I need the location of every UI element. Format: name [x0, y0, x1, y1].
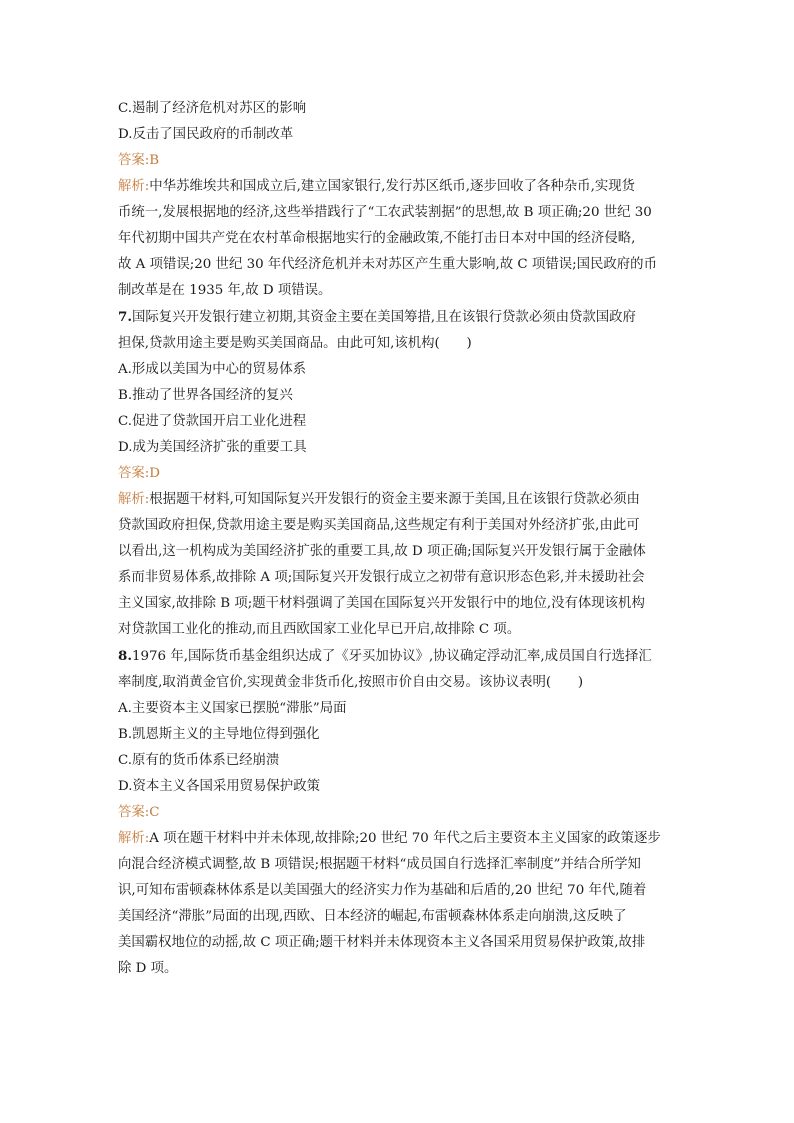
option: A.主要资本主义国家已摆脱“滞胀”局面 — [118, 701, 347, 716]
option: C.原有的货币体系已经崩溃 — [118, 753, 280, 768]
analysis-line: 除 D 项。 — [118, 961, 178, 976]
analysis-line: 向混合经济模式调整,故 B 项错误;根据题干材料“成员国自行选择汇率制度”并结合所学知 — [118, 857, 641, 872]
analysis-line: 贷款国政府担保,贷款用途主要是购买美国商品,这些规定有利于美国对外经济扩张,由此可 — [118, 518, 640, 533]
analysis-line: 美国霸权地位的动摇,故 C 项正确;题干材料并未体现资本主义各国采用贸易保护政策,故排 — [118, 935, 646, 950]
option: C.促进了贷款国开启工业化进程 — [118, 414, 307, 429]
analysis-line: 故 A 项错误;20 世纪 30 年代经济危机并未对苏区产生重大影响,故 C 项错误;国民政府的币 — [118, 257, 657, 272]
question-number: 7. — [118, 309, 132, 325]
analysis-line: 对贷款国工业化的推动,而且西欧国家工业化早已开启,故排除 C 项。 — [118, 622, 521, 637]
option: B.凯恩斯主义的主导地位得到强化 — [118, 727, 320, 742]
analysis-line: 美国经济“滞胀”局面的出现,西欧、日本经济的崛起,布雷顿森林体系走向崩溃,这反映了 — [118, 909, 627, 924]
question-stem: 7.国际复兴开发银行建立初期,其资金主要在美国筹措,且在该银行贷款必须由贷款国政府 — [118, 309, 636, 325]
answer: 答案:C — [118, 805, 160, 820]
analysis-line: 解析:A 项在题干材料中并未体现,故排除;20 世纪 70 年代之后主要资本主义国家的政策逐步 — [118, 831, 661, 846]
analysis-line: 年代初期中国共产党在农村革命根据地实行的金融政策,不能打击日本对中国的经济侵略, — [118, 231, 636, 246]
option: D.成为美国经济扩张的重要工具 — [118, 440, 307, 455]
question-number: 8. — [118, 648, 132, 664]
analysis-line: 解析:中华苏维埃共和国成立后,建立国家银行,发行苏区纸币,逐步回收了各种杂币,实现货 — [118, 179, 635, 194]
analysis-label: 解析: — [118, 492, 150, 507]
analysis-line: 币统一,发展根据地的经济,这些举措践行了“工农武装割据”的思想,故 B 项正确;20 世纪 30 — [118, 205, 652, 220]
option: D.反击了国民政府的币制改革 — [118, 127, 294, 142]
option: A.形成以美国为中心的贸易体系 — [118, 362, 307, 377]
question-stem: 8.1976 年,国际货币基金组织达成了《牙买加协议》,协议确定浮动汇率,成员国自行选择汇 — [118, 648, 652, 664]
option: C.遏制了经济危机对苏区的影响 — [118, 101, 307, 116]
analysis-line: 制改革是在 1935 年,故 D 项错误。 — [118, 283, 332, 298]
analysis-label: 解析: — [118, 831, 150, 846]
answer: 答案:D — [118, 466, 161, 481]
option: B.推动了世界各国经济的复兴 — [118, 388, 293, 403]
analysis-line: 以看出,这一机构成为美国经济扩张的重要工具,故 D 项正确;国际复兴开发银行属于金融体 — [118, 544, 646, 559]
question-stem: 率制度,取消黄金官价,实现黄金非货币化,按照市价自由交易。该协议表明( ) — [118, 675, 584, 690]
analysis-line: 识,可知布雷顿森林体系是以美国强大的经济实力作为基础和后盾的,20 世纪 70 年代,随着 — [118, 883, 647, 898]
analysis-line: 主义国家,故排除 B 项;题干材料强调了美国在国际复兴开发银行中的地位,没有体现该机构 — [118, 596, 645, 611]
analysis-label: 解析: — [118, 179, 150, 194]
analysis-line: 系而非贸易体系,故排除 A 项;国际复兴开发银行成立之初带有意识形态色彩,并未援助社会 — [118, 570, 645, 585]
option: D.资本主义各国采用贸易保护政策 — [118, 779, 320, 794]
analysis-line: 解析:根据题干材料,可知国际复兴开发银行的资金主要来源于美国,且在该银行贷款必须由 — [118, 492, 640, 507]
answer: 答案:B — [118, 153, 160, 168]
question-stem: 担保,贷款用途主要是购买美国商品。由此可知,该机构( ) — [118, 336, 472, 351]
document-page — [118, 96, 678, 982]
